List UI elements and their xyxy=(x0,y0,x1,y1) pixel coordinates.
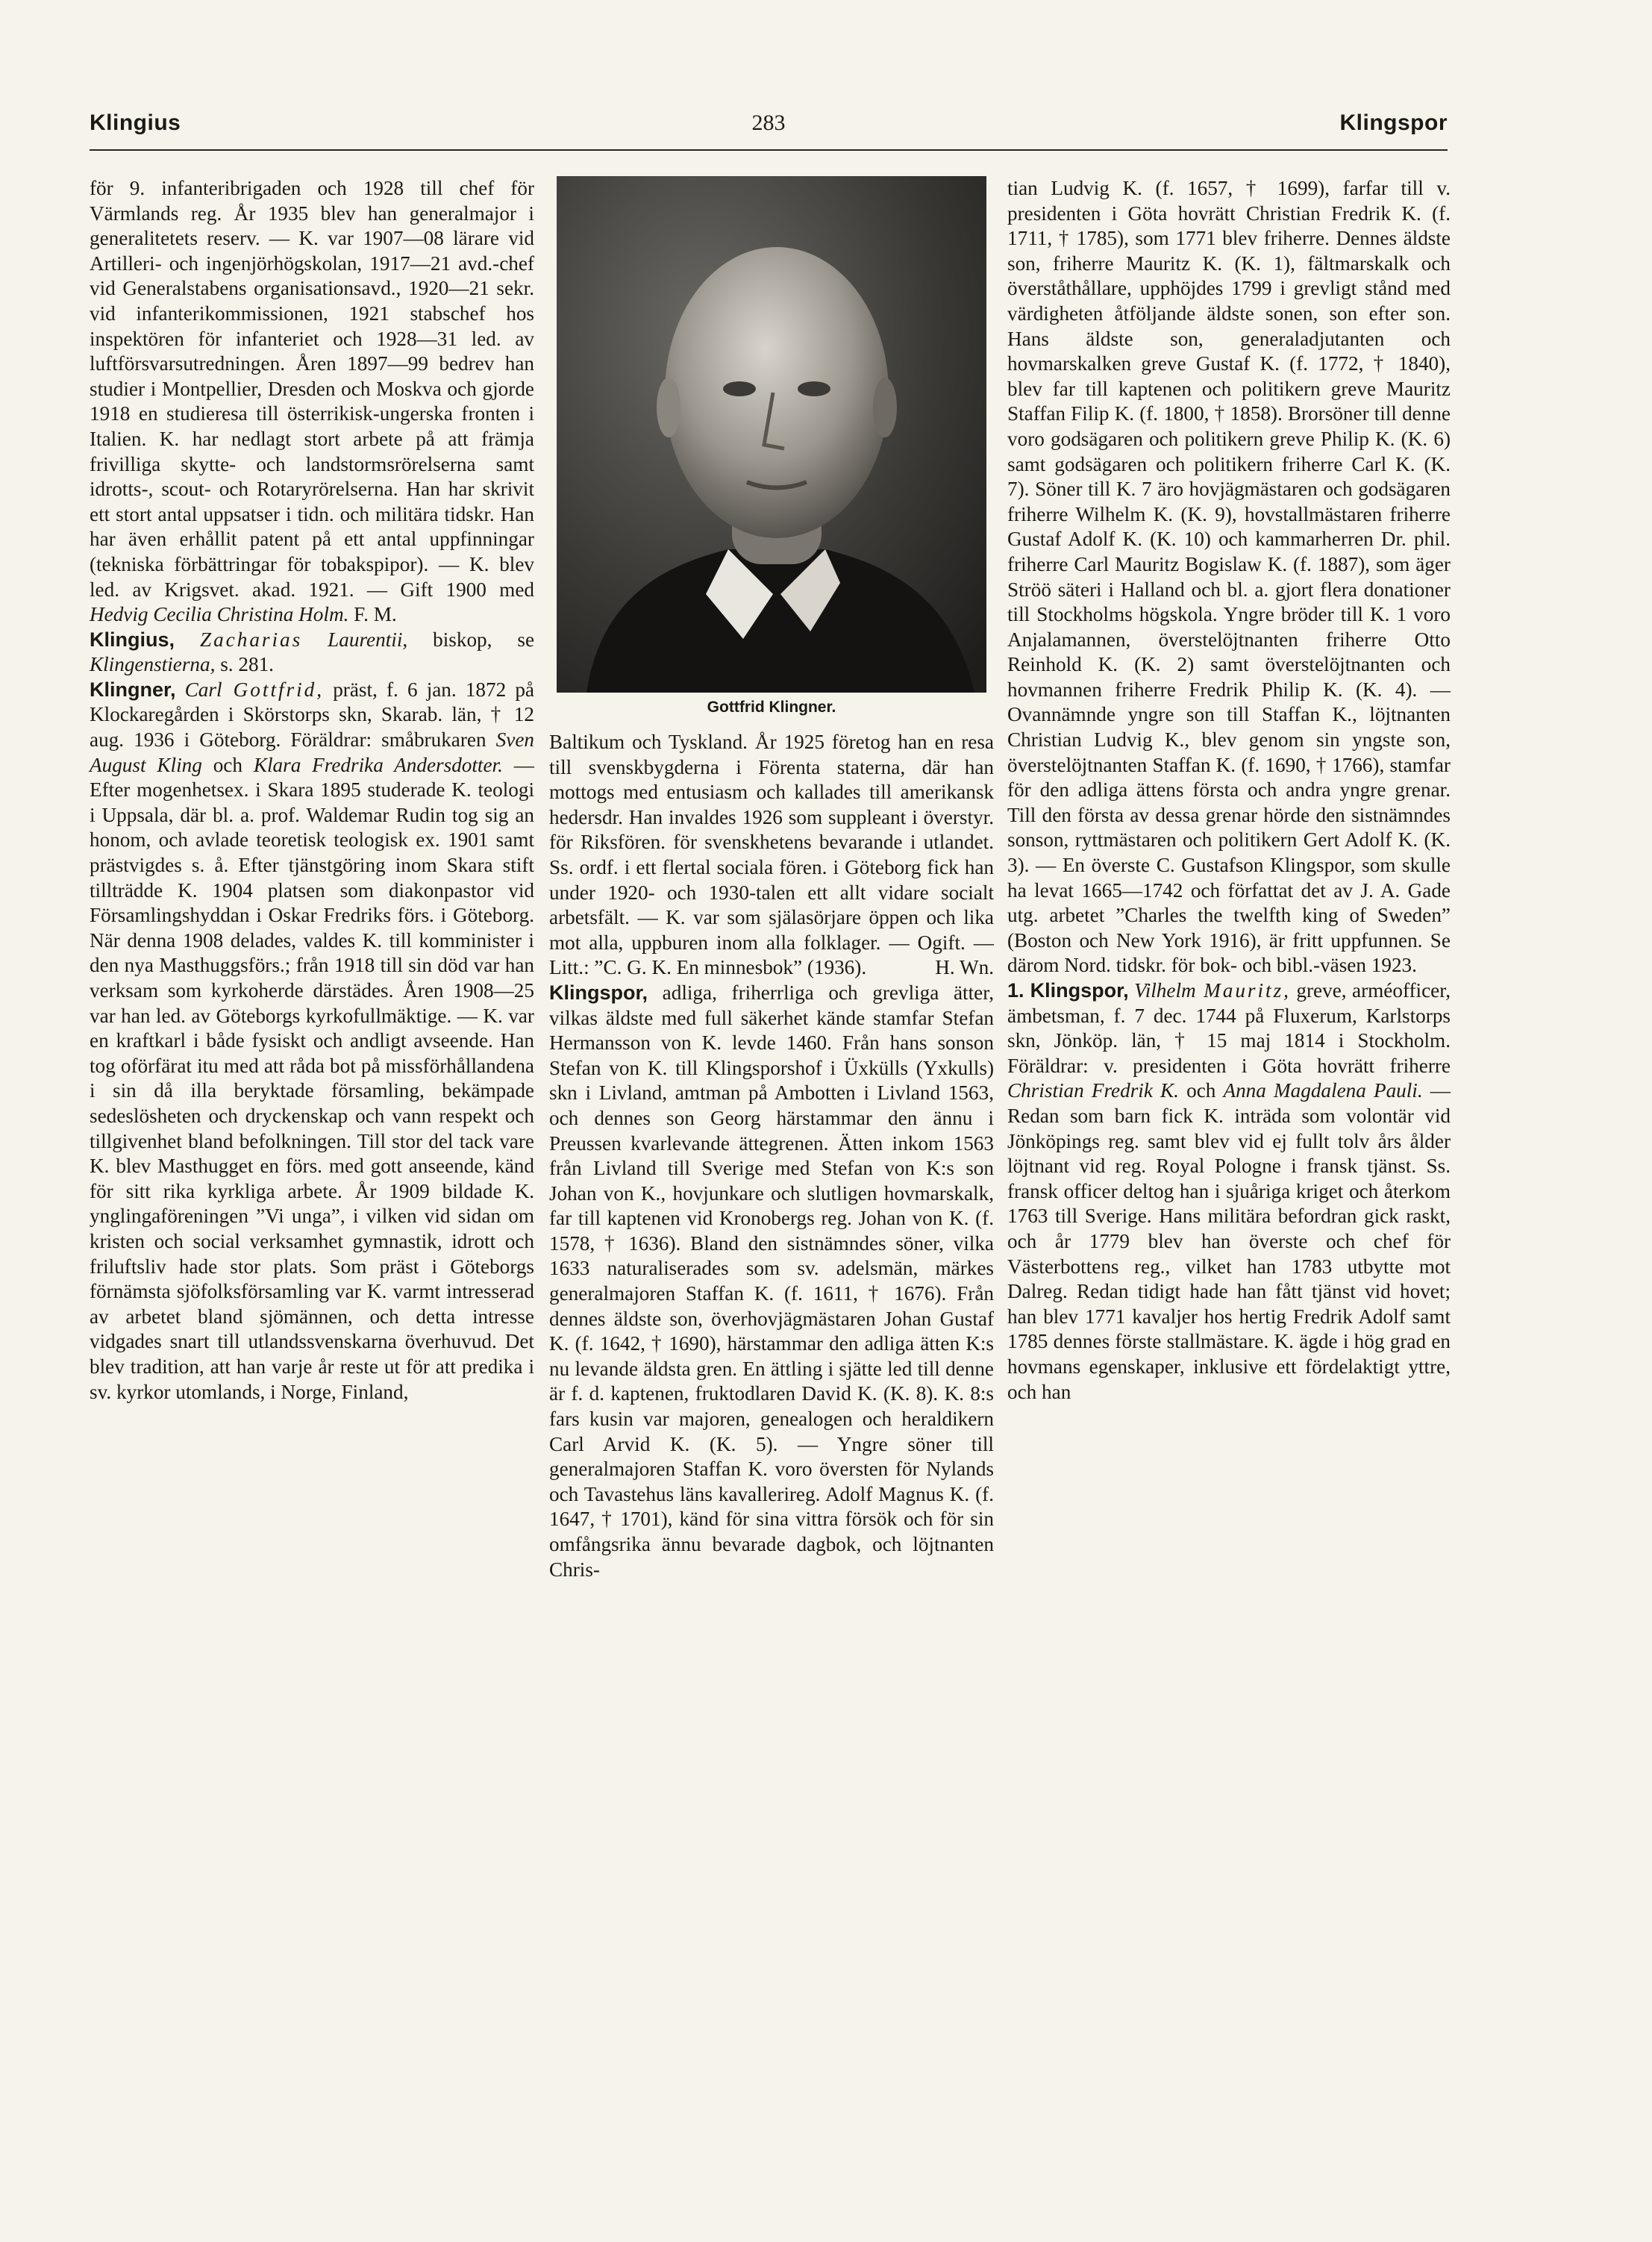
continued-paragraph: Baltikum och Tyskland. År 1925 företog han en resa till svenskbygderna i Förenta staterna, där han mottogs med entusiasm och kallades till amerikansk hedersdr. Han invaldes 1926 som suppleant i överstyr. för Riksfören. för svenskhetens bevarande i utlandet. Ss. ordf. i ett flertal sociala fören. i Göteborg fick han under 1920- och 1930-talen ett allt vidare socialt arbetsfält. — K. var som själasörjare öppen och lika mot alla, uppburen inom alla folklager. — Ogift. — Litt.: ”C. G. K. En minnesbok” (1936). H. Wn. xyxy=(549,730,994,981)
father-name: Christian Fredrik K. xyxy=(1007,1079,1179,1102)
entry-given-name: Vilhelm xyxy=(1134,979,1196,1002)
cross-reference: Klingenstierna, xyxy=(90,653,216,676)
author-signature: F. M. xyxy=(348,603,397,626)
entry-klingspor-family: Klingspor, adliga, friherrliga och grevliga ätter, vilkas äldste med full säkerhet kände stamfar Stefan Hermansson von K. levde 1460. Från hans sonson Stefan von K. till Klingsporshof i Üxkülls (Yxkulls) skn i Livland, amtman på Ambotten i Livland 1563, och dennes son Georg härstammar den ännu i Preussen kvarlevande ättegrenen. Ätten inkom 1563 från Livland till Sverige med Stefan von K:s son Johan von K., hovjunkare och slutligen hovmarskalk, far till kaptenen vid Kronobergs reg. Johan von K. (f. 1578, † 1636). Bland den sistnämndes söner, vilka 1633 naturaliserades som sv. adelsmän, märkes generalmajoren Staffan K. (f. 1611, † 1676). Från dennes äldste son, överhovjägmästaren Johan Gustaf K. (f. 1642, † 1690), härstammar den adliga ätten K:s nu levande äldsta gren. En ättling i sjätte led till denne är f. d. kaptenen, fruktodlaren David K. (K. 8). K. 8:s fars kusin var majoren, genealogen och heraldikern Carl Arvid K. (K. 5). — Yngre söner till generalmajoren Staffan K. voro översten för Nylands och Tavastehus läns kavallerireg. Adolf Magnus K. (f. 1647, † 1701), känd för sina vittra försök och för sin omfångsrika ännu bevarade dagbok, och löjtnanten Chris- xyxy=(549,981,994,1581)
continued-paragraph: för 9. infanteribrigaden och 1928 till chef för Värmlands reg. År 1935 blev han generalmajor i generalitetets reserv. — K. var 1907—08 lärare vid Artilleri- och ingenjörhögskolan, 1917—21 avd.-chef vid Generalstabens organisationsavd., 1920—21 sekr. vid infanterikommissionen, 1921 stabschef hos inspektören för infanteriet och 1928—31 led. av luftförsvarsutredningen. Åren 1897—99 bedrev han studier i Montpellier, Dresden och Moskva och gjorde 1918 en studieresa till österrikisk-ungerska fronten i Italien. K. har nedlagt stort arbete på att främja frivilliga skytte- och landstormsrörelserna samt idrotts-, scout- och Rotaryrörelserna. Han har skrivit ett stort antal uppsatser i tidn. och militära tidskr. Han har även erhållit patent på ett antal uppfinningar (tekniska förbättringar för tobakspipor). — K. blev led. av Krigsvet. akad. 1921. — Gift 1900 med Hedvig Cecilia Christina Holm. F. M. xyxy=(90,177,534,626)
running-header xyxy=(90,110,1448,143)
entry-given-name: Zacharias xyxy=(199,628,303,651)
text-column-1 xyxy=(90,176,534,1405)
continued-paragraph: tian Ludvig K. (f. 1657, † 1699), farfar till v. presidenten i Göta hovrätt Christian Fredrik K. (f. 1711, † 1785), som 1771 blev friherre. Dennes äldste son, friherre Mauritz K. (K. 1), fältmarskalk och överståthållare, upphöjdes 1799 i grevligt stånd med värdigheten åtföljande äldste sonen, son efter son. Hans äldste son, generaladjutanten och hovmarskalken greve Gustaf K. (f. 1772, † 1840), blev far till kaptenen och politikern greve Mauritz Staffan Filip K. (f. 1800, † 1858). Brorsöner till denne voro godsägaren och politikern greve Philip K. (K. 6) samt godsägaren och politikern friherre Carl K. (K. 7). Söner till K. 7 äro hovjägmästaren och godsägaren friherre Wilhelm K. (K. 9), hovstallmästaren friherre Gustaf Adolf K. (K. 10) och kammarherren Dr. phil. friherre Carl Mauritz Bogislaw K. (f. 1887), som äger Ströö säteri i Halland och bl. a. gjort flera donationer till Stockholms högskola. Yngre bröder till K. 1 voro Anjalamannen, överstelöjtnanten friherre Otto Reinhold K. (K. 2) samt överstelöjtnanten och hovmannen friherre Fredrik Philip K. (K. 4). — Ovannämnde yngre son till Staffan K., löjtnanten Christian Ludvig K., blev genom sin yngste son, överstelöjtnanten Staffan K. (f. 1690, † 1766), stamfar för den adliga ättens första och andra yngre grenar. Till den första av dessa grenar hörde den sistnämndes sonson, ryttmästaren och politikern Gert Adolf K. (K. 3). — En överste C. Gustafson Klingspor, som skulle ha levat 1665—1742 och författat det av J. A. Gade utg. arbetet ”Charles the twelfth king of Sweden” (Boston och New York 1916), är fritt uppfunnen. Se därom Nord. tidskr. för bok- och bibl.-väsen 1923. xyxy=(1007,177,1451,977)
entry-headword: Klingner, xyxy=(90,678,176,701)
entry-headword: 1. Klingspor, xyxy=(1007,979,1129,1002)
mother-name: Anna Magdalena Pauli. xyxy=(1223,1079,1423,1102)
page-number: 283 xyxy=(751,110,786,135)
mother-name: Klara Fredrika Andersdotter. xyxy=(253,753,503,776)
portrait-caption: Gottfrid Klingner. xyxy=(707,699,836,716)
author-signature: H. Wn. xyxy=(935,956,994,979)
entry-klingner: Klingner, Carl Gottfrid, präst, f. 6 jan. 1872 på Klockaregården i Skörstorps skn, Skarab. län, † 12 aug. 1936 i Göteborg. Föräldrar: småbrukaren Sven August Kling och Klara Fredrika Andersdotter. — Efter mogenhetsex. i Skara 1895 studerade K. teologi i Uppsala, där bl. a. prof. Waldemar Rudin tog sig an honom, och avlade teoretisk teologisk ex. 1901 samt prästvigdes s. å. Efter tjänstgöring inom Skara stift tillträdde K. 1904 platsen som diakonpastor vid Församlingshyddan i Oskar Fredriks förs. i Göteborg. När denna 1908 delades, valdes K. till komminister i den nya Masthuggsförs.; från 1918 till sin död var han verksam som kyrkoherde därstädes. Åren 1908—25 var han led. av Göteborgs kyrkofullmäktige. — K. var en kraftkarl i både fysiskt och andligt avseende. Han tog oförfärat itu med att råda bot på missförhållandena i sin då illa beryktade församling, bekämpade sedeslösheten och dryckenskap och vann respekt och tillgivenhet bland befolkningen. Till stor del tack vare K. blev Masthugget en förs. med gott anseende, känd för sitt rika kyrkliga arbete. År 1909 bildade K. ynglingaföreningen ”Vi unga”, i vilken vid sidan om kristen och social verksamhet gymnastik, idrott och friluftsliv hade stor plats. Som präst i Göteborgs förnämsta sjöfolksförsamling var K. varmt intresserad av arbetet bland sjömännen, och detta intresse vidgades snart till utlandssvenskarna överhuvud. Det blev tradition, att han varje år reste ut för att predika i sv. kyrkor utomlands, i Norge, Finland, xyxy=(90,678,534,1403)
entry-given-name: Carl xyxy=(184,678,222,701)
entry-headword: Klingspor, xyxy=(549,981,648,1004)
father-name: Sven August Kling xyxy=(90,728,534,776)
portrait-photo xyxy=(557,176,986,693)
entry-klingspor-vilhelm-mauritz: 1. Klingspor, Vilhelm Mauritz, greve, arméofficer, ämbetsman, f. 7 dec. 1744 på Fluxerum, Karlstorps skn, Jönköp. län, † 15 maj 1814 i Stockholm. Föräldrar: v. presidenten i Göta hovrätt friherre Christian Fredrik K. och Anna Magdalena Pauli. — Redan som barn fick K. inträda som volontär vid Jönköpings reg. samt blev vid ej fullt tolv års ålder löjtnant vid reg. Royal Pologne i fransk tjänst. Ss. fransk officer deltog han i sjuåriga kriget och återkom 1763 till Sverige. Hans militära befordran gick raskt, och år 1779 blev han överste och chef för Västerbottens reg., vilket han 1783 utbytte mot Dalreg. Redan tidigt hade han fått tjänst vid hovet; han blev 1771 kavaljer hos hertig Fredrik Adolf samt 1785 dennes förste stallmästare. K. ägde i hög grad en hovmans egenskaper, inklusive ett fördelaktigt yttre, och han xyxy=(1007,979,1451,1403)
text-column-3 xyxy=(1007,176,1451,1405)
entry-headword: Klingius, xyxy=(90,628,175,651)
header-rule xyxy=(90,149,1448,151)
spouse-name: Hedvig Cecilia Christina Holm. xyxy=(90,603,349,626)
text-column-2 xyxy=(549,730,994,1582)
header-left-word: Klingius xyxy=(90,110,181,135)
header-right-word: Klingspor xyxy=(1339,110,1448,135)
entry-klingius: Klingius, Zacharias Laurentii, biskop, se Klingenstierna, s. 281. xyxy=(90,628,535,676)
